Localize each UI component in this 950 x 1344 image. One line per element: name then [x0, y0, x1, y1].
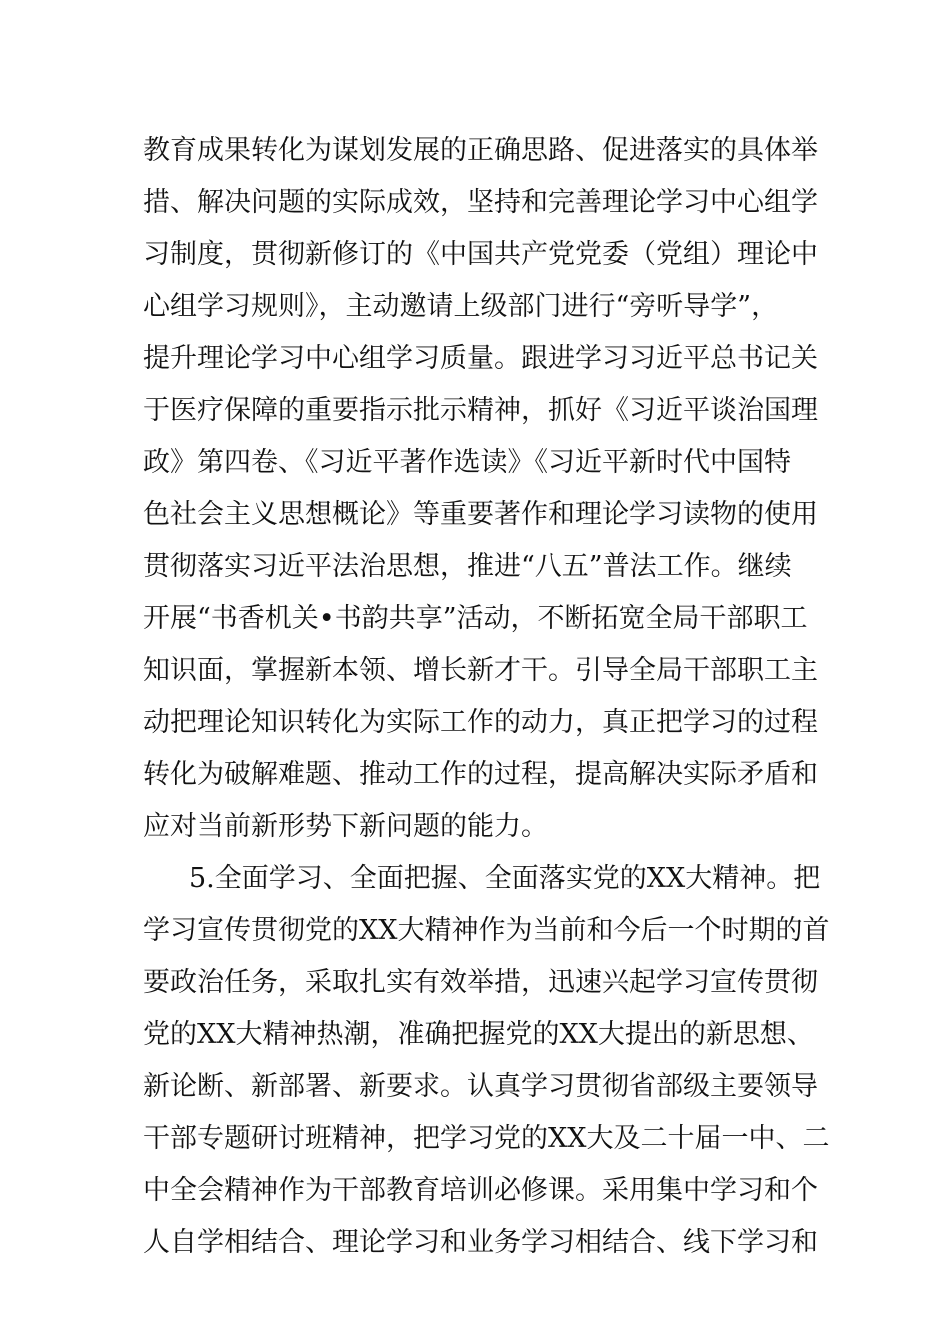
paragraph-1: [143, 125, 818, 853]
text-line: 习制度，贯彻新修订的《中国共产党党委（党组）理论中: [143, 239, 818, 270]
text-line: 开展“书香机关•书韵共享”活动，不断拓宽全局干部职工: [143, 603, 808, 634]
text-line: 教育成果转化为谋划发展的正确思路、促进落实的具体举: [143, 135, 818, 166]
text-line: 要政治任务，采取扎实有效举措，迅速兴起学习宣传贯彻: [143, 967, 818, 998]
text-line: 人自学相结合、理论学习和业务学习相结合、线下学习和: [143, 1227, 818, 1258]
text-line: 中全会精神作为干部教育培训必修课。采用集中学习和个: [143, 1175, 818, 1206]
text-line: 措、解决问题的实际成效，坚持和完善理论学习中心组学: [143, 187, 818, 218]
text-line: 于医疗保障的重要指示批示精神，抓好《习近平谈治国理: [143, 395, 818, 426]
text-line: 转化为破解难题、推动工作的过程，提高解决实际矛盾和: [143, 759, 818, 790]
text-line: 色社会主义思想概论》等重要著作和理论学习读物的使用: [143, 499, 818, 530]
text-line: 新论断、新部署、新要求。认真学习贯彻省部级主要领导: [143, 1071, 818, 1102]
paragraph-heading-line: 5.全面学习、全面把握、全面落实党的XX大精神。把: [189, 863, 821, 894]
text-line: 提升理论学习中心组学习质量。跟进学习习近平总书记关: [143, 343, 818, 374]
text-line: 心组学习规则》，主动邀请上级部门进行“旁听导学”，: [143, 291, 779, 322]
text-line: 干部专题研讨班精神，把学习党的XX大及二十届一中、二: [143, 1123, 830, 1154]
paragraph-2: [143, 853, 830, 1269]
text-line: 知识面，掌握新本领、增长新才干。引导全局干部职工主: [143, 655, 818, 686]
text-line: 贯彻落实习近平法治思想，推进“八五”普法工作。继续: [143, 551, 792, 582]
document-body: [143, 125, 830, 1269]
text-line: 学习宣传贯彻党的XX大精神作为当前和今后一个时期的首: [143, 915, 830, 946]
text-line: 政》第四卷、《习近平著作选读》《习近平新时代中国特: [143, 447, 791, 478]
text-line: 动把理论知识转化为实际工作的动力，真正把学习的过程: [143, 707, 818, 738]
text-line: 党的XX大精神热潮，准确把握党的XX大提出的新思想、: [143, 1019, 814, 1050]
text-line: 应对当前新形势下新问题的能力。: [143, 811, 548, 842]
